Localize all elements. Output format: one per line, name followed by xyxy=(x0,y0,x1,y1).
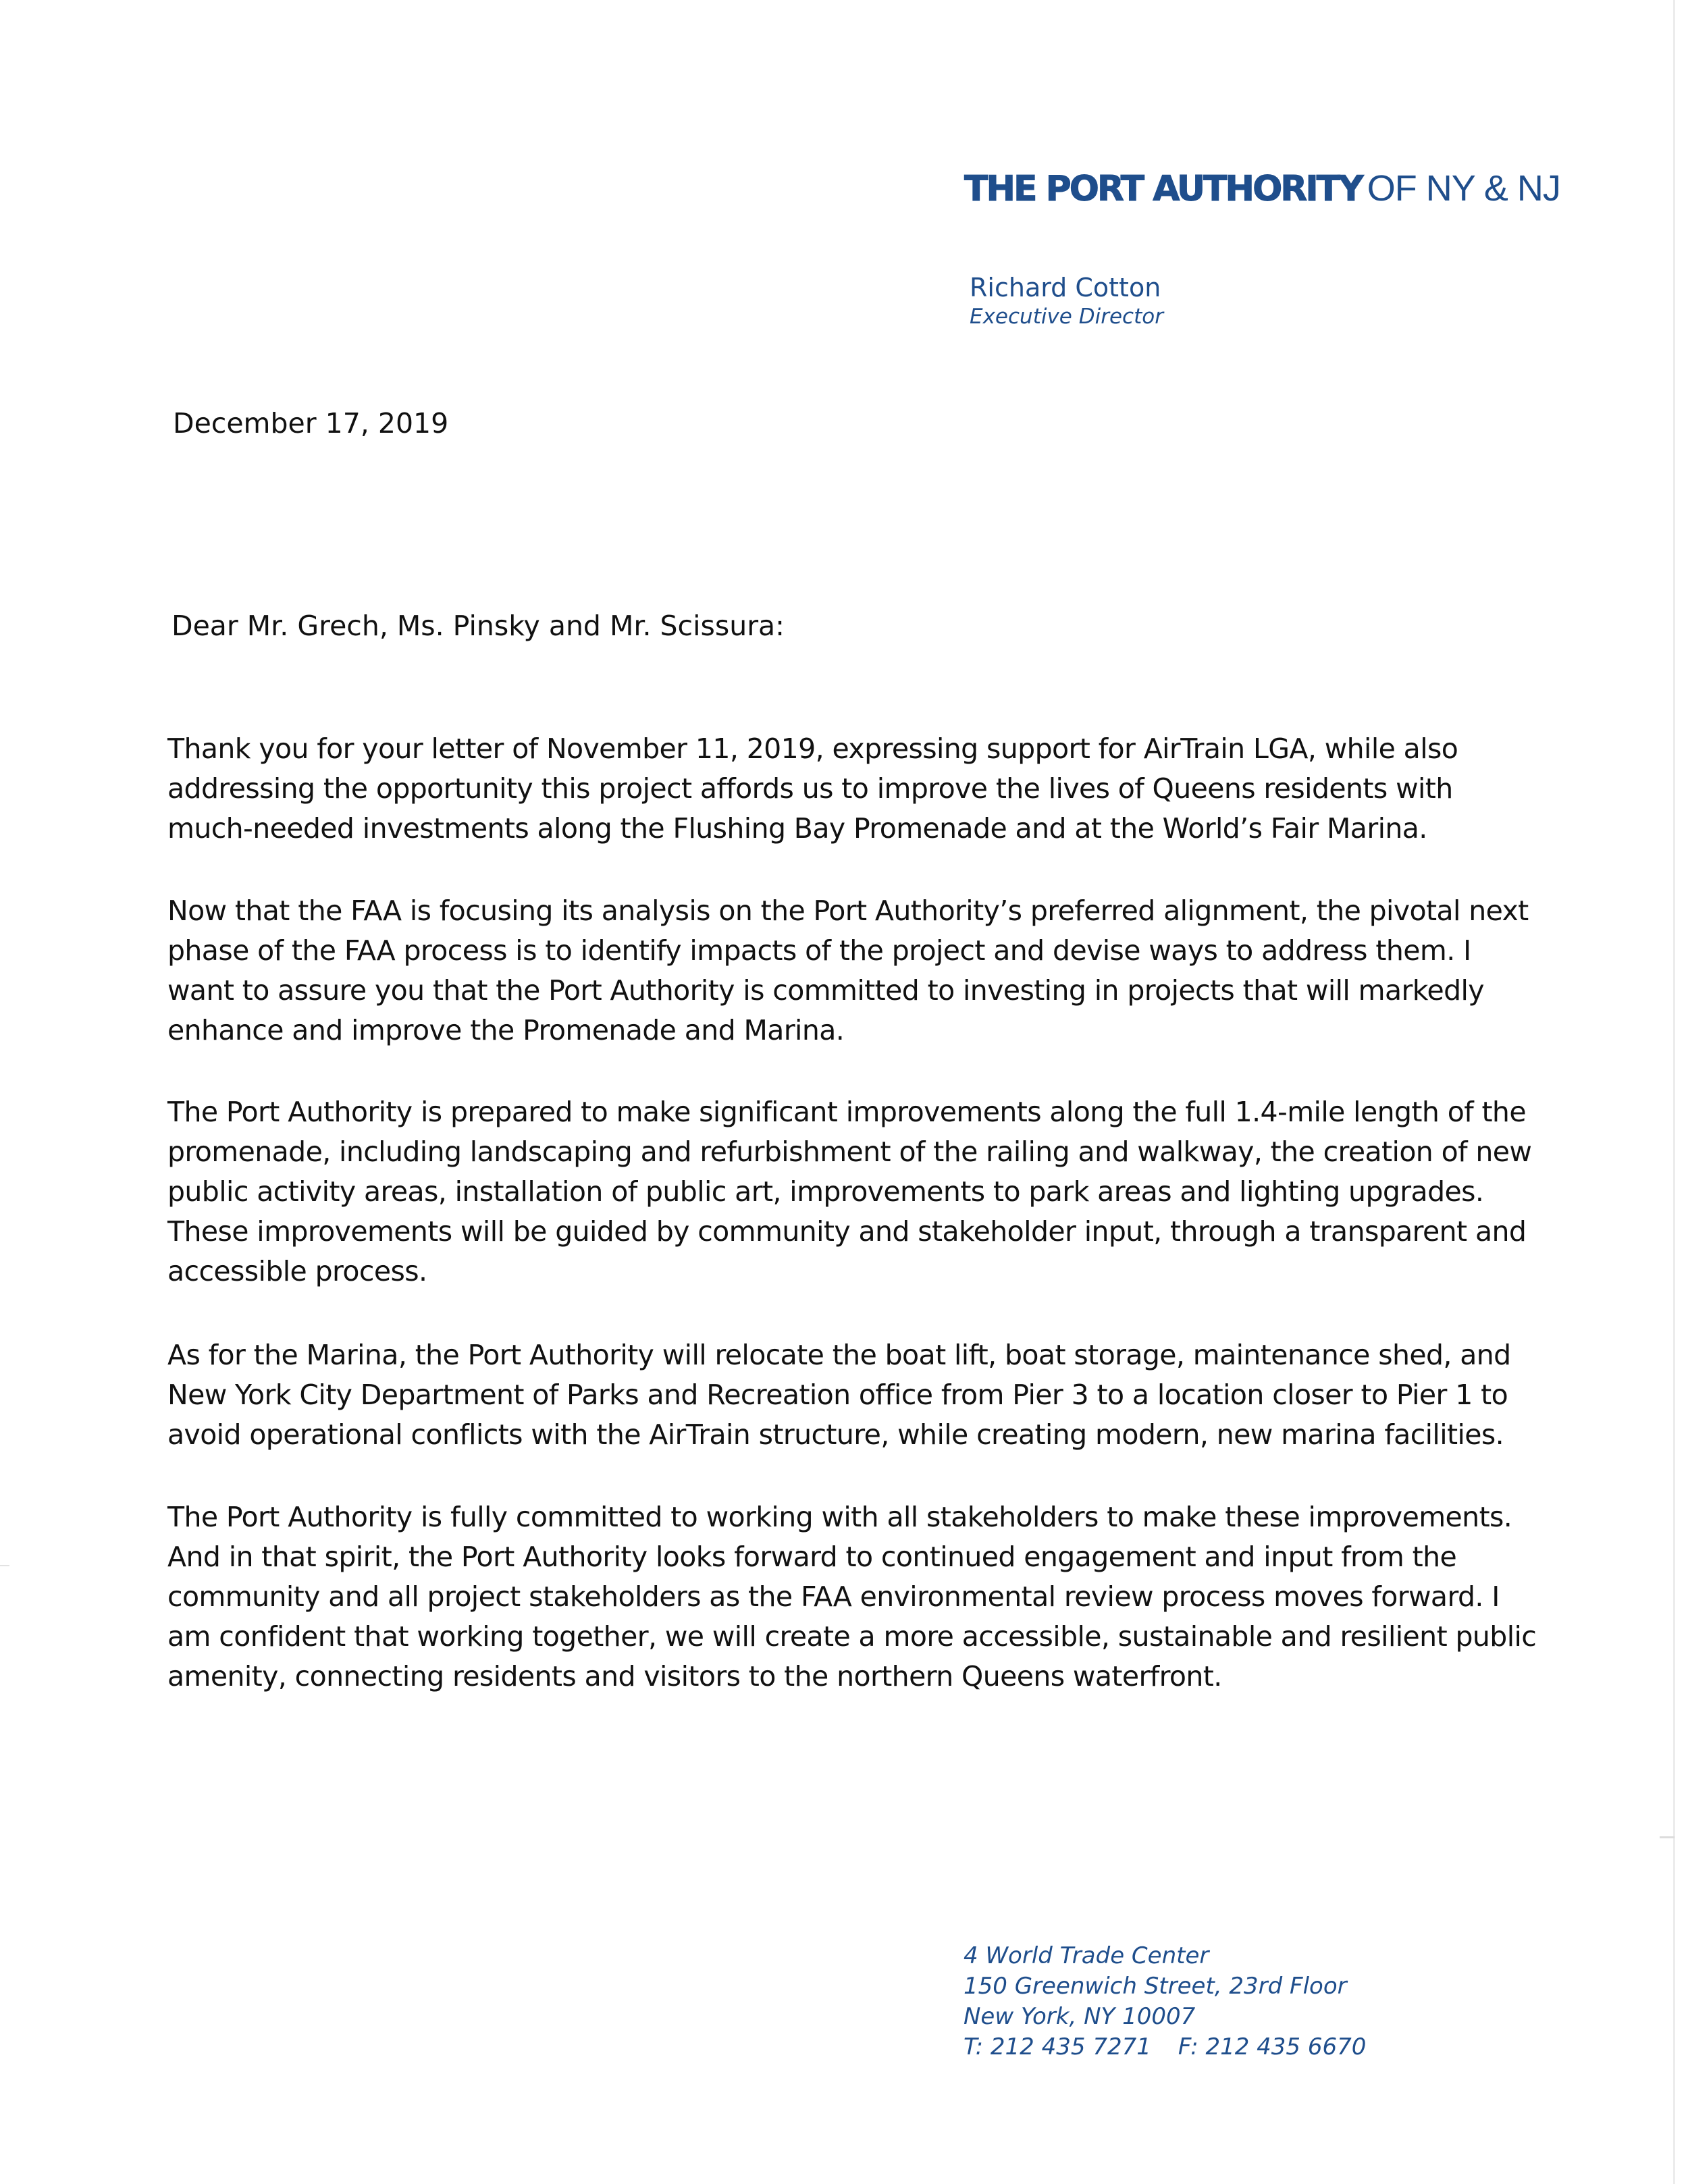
letter-date: December 17, 2019 xyxy=(173,407,449,440)
logo-wordmark-light: OF NY & NJ xyxy=(1367,168,1560,209)
paragraph-line: am confident that working together, we will create a more accessible, sustainable and resilient public xyxy=(167,1620,1537,1653)
paragraph-line: public activity areas, installation of public art, improvements to park areas and lighting upgrades. xyxy=(167,1175,1484,1208)
paragraph-line: much-needed investments along the Flushing Bay Promenade and at the World’s Fair Marina. xyxy=(167,812,1427,845)
sender-title: Executive Director xyxy=(970,304,1163,329)
fax-number: F: 212 435 6670 xyxy=(1178,2033,1367,2060)
paragraph-line: enhance and improve the Promenade and Marina. xyxy=(167,1014,845,1046)
paragraph-line: want to assure you that the Port Authority is committed to investing in projects that will markedly xyxy=(167,974,1484,1007)
paragraph-line: The Port Authority is fully committed to working with all stakeholders to make these improvements. xyxy=(167,1501,1512,1533)
paragraph-1 xyxy=(167,729,1545,849)
address-line-3: New York, NY 10007 xyxy=(964,2003,1196,2030)
footer-address xyxy=(964,1941,1366,2062)
sender-block xyxy=(970,272,1163,330)
logo-wordmark-strong: THE PORT AUTHORITY xyxy=(964,169,1362,209)
port-authority-logo xyxy=(964,170,1560,207)
paragraph-line: Thank you for your letter of November 11, 2019, expressing support for AirTrain LGA, while also xyxy=(167,733,1458,765)
paragraph-line: accessible process. xyxy=(167,1255,427,1287)
scan-mark-right xyxy=(1660,1836,1674,1838)
paragraph-line: New York City Department of Parks and Recreation office from Pier 3 to a location closer to Pier 1 to xyxy=(167,1379,1508,1411)
paragraph-line: Now that the FAA is focusing its analysis on the Port Authority’s preferred alignment, the pivotal next xyxy=(167,895,1529,927)
paragraph-line: phase of the FAA process is to identify impacts of the project and devise ways to address them. I xyxy=(167,934,1471,967)
phone-number: T: 212 435 7271 xyxy=(964,2033,1151,2060)
paragraph-2 xyxy=(167,891,1545,1050)
paragraph-line: promenade, including landscaping and refurbishment of the railing and walkway, the creation of new xyxy=(167,1136,1532,1168)
scan-mark-left xyxy=(0,1565,9,1566)
scan-edge-line xyxy=(1673,0,1675,2184)
paragraph-3 xyxy=(167,1092,1545,1291)
paragraph-5 xyxy=(167,1497,1545,1697)
paragraph-line: addressing the opportunity this project affords us to improve the lives of Queens residents with xyxy=(167,772,1453,805)
contact-numbers xyxy=(964,2032,1366,2062)
salutation: Dear Mr. Grech, Ms. Pinsky and Mr. Scissura: xyxy=(172,610,785,642)
paragraph-line: As for the Marina, the Port Authority will relocate the boat lift, boat storage, maintenance shed, and xyxy=(167,1339,1511,1371)
paragraph-4 xyxy=(167,1335,1545,1455)
paragraph-line: amenity, connecting residents and visitors to the northern Queens waterfront. xyxy=(167,1660,1222,1693)
address-line-1: 4 World Trade Center xyxy=(964,1942,1209,1969)
sender-name: Richard Cotton xyxy=(970,273,1161,302)
paragraph-line: These improvements will be guided by community and stakeholder input, through a transparent and xyxy=(167,1215,1527,1248)
paragraph-line: avoid operational conflicts with the AirTrain structure, while creating modern, new marina facilities. xyxy=(167,1418,1504,1451)
paragraph-line: The Port Authority is prepared to make significant improvements along the full 1.4-mile length of the xyxy=(167,1096,1526,1128)
address-line-2: 150 Greenwich Street, 23rd Floor xyxy=(964,1973,1347,2000)
paragraph-line: community and all project stakeholders as the FAA environmental review process moves forward. I xyxy=(167,1580,1500,1613)
paragraph-line: And in that spirit, the Port Authority looks forward to continued engagement and input from the xyxy=(167,1541,1457,1573)
